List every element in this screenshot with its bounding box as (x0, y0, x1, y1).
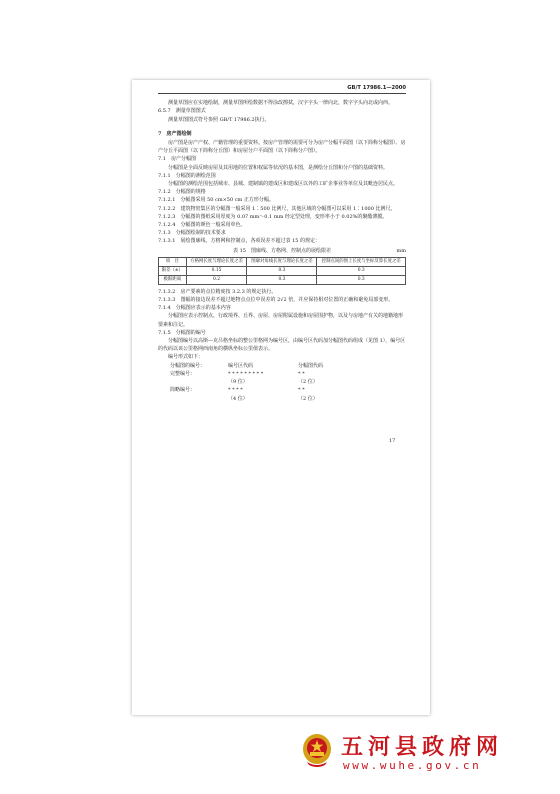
section-7-1-heading: 7.1 房产分幅图 (158, 156, 196, 163)
table-caption-text: 表 15 图廓线、方格网、控制点的展绘限差 (233, 247, 331, 254)
table-cell: 0.3 (317, 275, 406, 284)
clause-7-1-3-1: 7.1.3.1 展绘图廓线、方格网和控制点，各项误差不超过表 15 的规定： (158, 238, 321, 245)
code-cell: （4 位） (228, 395, 248, 402)
section-7-1-1-desc: 分幅图的测绘范围包括城市、县城、建制镇的建成区和建成区以外的工矿企事业等单位及其毗连居民点。 (168, 181, 399, 188)
code-cell (170, 395, 228, 403)
clause-7-1-2-2: 7.1.2.2 建筑物密集区的分幅图一般采用 1∶500 比例尺，其他区域的分幅图可以采用 1∶1000 比例尺。 (158, 205, 396, 212)
section-7-intro: 房产图是房产产权、产籍管理的重要资料。按房产管理的需要可分为房产分幅平面图（以下简称分幅图）、房产分丘平面图（以下简称分丘图）和房屋分户平面图（以下简称分户图）。 (158, 140, 406, 155)
table-unit: mm (396, 247, 406, 254)
section-7-title: 7 房产图绘制 (158, 130, 192, 137)
section-7-1-5-heading: 7.1.5 分幅图的编号 (158, 329, 206, 336)
section-7-1-4-heading: 7.1.4 分幅图应表示的基本内容 (158, 305, 231, 312)
table-header-cell: 图廓对角线长度与理论长度之差 (247, 257, 317, 266)
code-cell: 分幅图的编号： (170, 362, 206, 369)
table-header-cell: 项 目 (159, 257, 187, 266)
code-cell: （2 位） (298, 379, 318, 386)
table-cell: 0.3 (317, 266, 406, 275)
intro-line-2: 6.5.7 测量草图图式 (158, 108, 206, 115)
code-cell: （9 位） (228, 379, 248, 386)
table-row (159, 266, 406, 275)
code-intro: 编号形式如下： (168, 354, 204, 361)
watermark-title: 五河县政府网 (341, 735, 504, 760)
document-page (132, 80, 430, 715)
table-cell: 极限距离 (159, 275, 187, 284)
code-cell: * * (298, 387, 305, 394)
site-watermark (301, 728, 551, 776)
code-cell: 简略编号： (170, 387, 196, 394)
code-format-block (170, 362, 406, 403)
code-cell: 完整编号： (170, 370, 196, 377)
table-cell: 限差（±） (159, 266, 187, 275)
table-header-row (159, 257, 406, 266)
code-cell: 分幅图代码 (298, 362, 324, 369)
code-cell (170, 378, 228, 386)
section-7-1-4-desc: 分幅图应表示控制点、行政境界、丘界、房屋、房屋附属设施和房屋围护物，以及与房地产有关的地籍地形要素和注记。 (158, 313, 404, 328)
table-cell: 0.2 (186, 275, 247, 284)
clause-7-1-2-4: 7.1.2.4 分幅图的颜色一般采用单色。 (158, 222, 246, 229)
table-header-cell: 方格网长度与理论长度之差 (186, 257, 247, 266)
page-content (158, 84, 406, 403)
section-7-1-1-heading: 7.1.1 分幅图的测绘范围 (158, 172, 216, 179)
code-cell: * * * * * * * * * (228, 370, 264, 377)
table-caption (158, 247, 406, 255)
table-cell: 0.3 (247, 275, 317, 284)
clause-7-1-3-3: 7.1.3.3 图幅的接边误差不超过地物点点位中误差的 2√2 倍，并应保持相对位置的正确和避免局部变形。 (158, 297, 394, 304)
page-number: 17 (389, 438, 396, 444)
table-row (159, 275, 406, 284)
intro-line-1: 测量草图应在实地绘制，测量草图所绘数据不得涂改擦拭，汉字字头一律向北，数字字头向北或向西。 (168, 100, 394, 107)
code-cell: * * (298, 370, 305, 377)
section-7-1-5-desc: 分幅图编号以高斯—克吕格坐标的整公里格网为编号区，由编号区代码加分幅图代码组成（见图 1），编号区的代码以该公里格网西南角的横纵坐标公里值表示。 (158, 338, 406, 353)
table-header-cell: 控制点间的图上长度与坐标反算长度之差 (317, 257, 406, 266)
clause-7-1-3-2: 7.1.3.2 房产要素的点位精度按 3.2.3 的规定执行。 (158, 288, 277, 295)
code-cell: 编号区代码 (228, 362, 254, 369)
section-7-1-3-heading: 7.1.3 分幅图绘制的技术要求 (158, 230, 226, 237)
standard-header: GB/T 17986.1—2000 (158, 84, 406, 94)
code-cell: （2 位） (298, 395, 318, 402)
table-cell: 0.15 (186, 266, 247, 275)
national-emblem-icon (301, 732, 333, 768)
tolerance-table (158, 257, 406, 285)
code-cell: * * * * (228, 387, 243, 394)
clause-7-1-2-3: 7.1.2.3 分幅图的图纸采用厚度为 0.07 mm～0.1 mm 经定型处理，变形率小于 0.02%的聚酯薄膜。 (158, 213, 388, 220)
watermark-url: www.wuhe.gov.cn (343, 759, 482, 772)
clause-7-1-2-1: 7.1.2.1 分幅图采用 50 cm×50 cm 正方形分幅。 (158, 197, 274, 204)
intro-line-3: 测量草图图式符号参照 GB/T 17986.2执行。 (168, 116, 270, 123)
section-7-1-desc: 分幅图是全面反映房屋及其用地的位置和权属等状况的基本图，是测绘分丘图和分户图的基础资料。 (168, 164, 389, 171)
table-cell: 0.3 (247, 266, 317, 275)
section-7-1-2-heading: 7.1.2 分幅图的规格 (158, 189, 206, 196)
